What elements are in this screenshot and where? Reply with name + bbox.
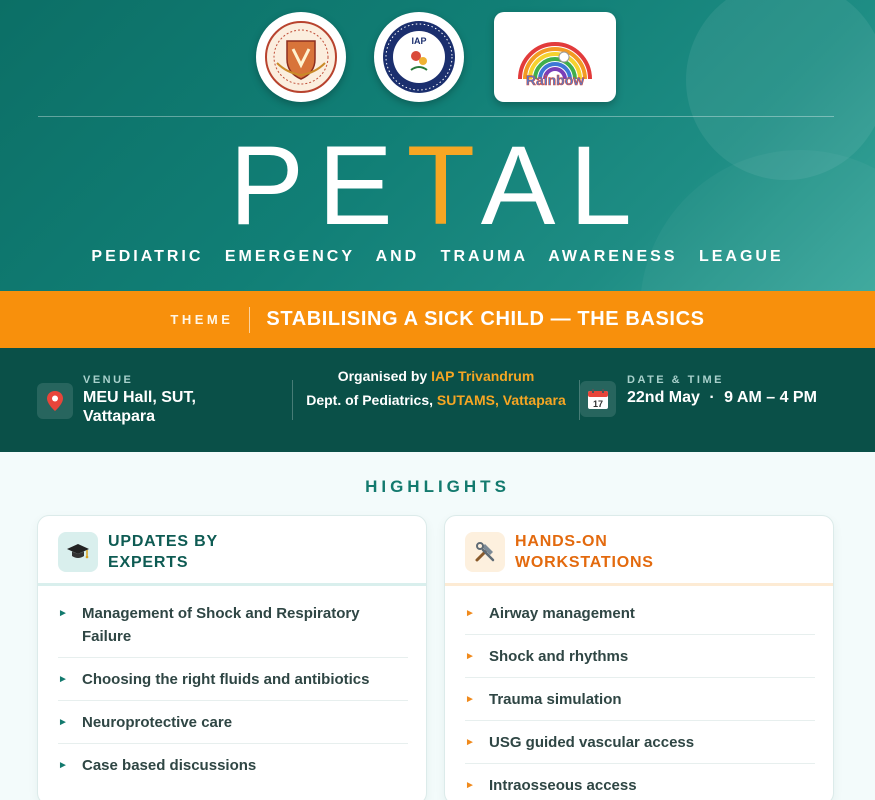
organiser-name: IAP Trivandrum: [431, 368, 535, 384]
svg-text:IAP: IAP: [411, 36, 427, 46]
highlights-heading: HIGHLIGHTS: [365, 477, 510, 496]
rainbow-logo-text: Rainbow: [525, 72, 585, 88]
list-item-text: Management of Shock and Respiratory Failure: [82, 605, 360, 645]
title-accent-letter: T: [406, 123, 481, 248]
theme-text: STABILISING A SICK CHILD — THE BASICS: [266, 308, 705, 330]
date-time-value: [627, 388, 827, 407]
list-item-text: Trauma simulation: [489, 691, 622, 708]
bullet-icon: ►: [465, 780, 475, 791]
title-prefix: PE: [229, 123, 407, 248]
venue-value: MEU Hall, SUT, Vattapara: [83, 389, 196, 425]
card-title-line: EXPERTS: [108, 554, 189, 571]
list-item-text: Case based discussions: [82, 757, 257, 774]
list-item: [465, 688, 815, 721]
list-item-text: Intraosseous access: [489, 777, 637, 794]
graduation-cap-icon: [58, 532, 98, 572]
venue-label: VENUE: [83, 374, 134, 386]
title-suffix: AL: [480, 123, 646, 248]
rainbow-logo: [494, 12, 616, 102]
list-item-text: USG guided vascular access: [489, 734, 695, 751]
bullet-icon: ►: [465, 608, 475, 619]
card-title-line: WORKSTATIONS: [515, 554, 654, 571]
event-date: 22nd May: [627, 389, 700, 406]
college-crest-logo: [256, 12, 346, 102]
bullet-icon: ►: [465, 694, 475, 705]
list-item: [58, 711, 408, 744]
organiser-institution: SUTAMS, Vattapara: [436, 392, 566, 408]
map-pin-icon: [37, 383, 73, 419]
card-title-line: HANDS-ON: [515, 533, 608, 550]
calendar-day: 17: [592, 399, 604, 409]
list-item: [58, 602, 408, 658]
calendar-icon: [580, 381, 616, 417]
bullet-icon: ►: [58, 760, 68, 771]
page-title: [0, 123, 875, 248]
card-title: [515, 531, 815, 573]
iap-logo: [374, 12, 464, 102]
bullet-icon: ►: [465, 651, 475, 662]
bullet-icon: ►: [58, 608, 68, 619]
updates-list: [58, 602, 408, 796]
list-item: [58, 668, 408, 701]
list-item: [465, 645, 815, 678]
card-header: [445, 516, 833, 586]
list-item: [465, 731, 815, 764]
theme-band: [0, 291, 875, 348]
card-header: [38, 516, 426, 586]
hero-divider: [38, 116, 834, 117]
bullet-icon: ►: [465, 737, 475, 748]
event-time: 9 AM – 4 PM: [724, 389, 817, 406]
list-item: [465, 602, 815, 635]
card-title-line: UPDATES BY: [108, 533, 218, 550]
hero-banner: [0, 0, 875, 291]
date-time-label: DATE & TIME: [627, 374, 724, 386]
updates-card: [37, 515, 427, 800]
bullet-icon: ►: [58, 674, 68, 685]
tools-icon: [465, 532, 505, 572]
organiser-block: [300, 364, 572, 412]
date-separator: ·: [709, 389, 715, 406]
list-item-text: Airway management: [489, 605, 635, 622]
list-item-text: Shock and rhythms: [489, 648, 629, 665]
theme-label: THEME: [170, 307, 250, 333]
page-subtitle: PEDIATRIC EMERGENCY AND TRAUMA AWARENESS LEAGUE: [91, 248, 784, 265]
organiser-dept: Dept. of Pediatrics,: [306, 392, 437, 408]
list-item: [58, 754, 408, 786]
list-item-text: Choosing the right fluids and antibiotics: [82, 671, 370, 688]
organiser-prefix: Organised by: [337, 368, 432, 384]
workstations-card: [444, 515, 834, 800]
list-item-text: Neuroprotective care: [82, 714, 233, 731]
workstations-list: [465, 602, 815, 800]
list-item: [465, 774, 815, 800]
card-title: [108, 531, 408, 573]
bullet-icon: ►: [58, 717, 68, 728]
info-divider: [292, 380, 293, 420]
